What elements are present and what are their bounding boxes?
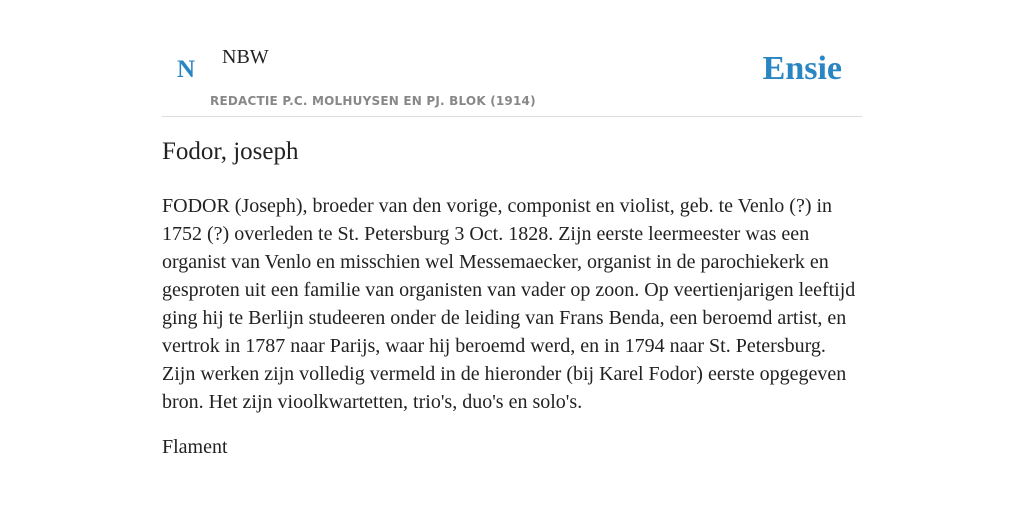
entry-author: Flament — [162, 436, 228, 458]
page-container — [162, 0, 862, 458]
source-editors: REDACTIE P.C. MOLHUYSEN EN PJ. BLOK (1914) — [210, 94, 536, 108]
source-logo[interactable]: N — [177, 56, 196, 83]
entry-body: FODOR (Joseph), broeder van den vorige, componist en violist, geb. te Venlo (?) in 1752 (?) overleden te St. Petersburg 3 Oct. 1828. Zijn eerste leermeester was een organist van Venlo en misschien wel Messemaecker, organist in de parochiekerk en gesproten uit een familie van organisten van vader op zoon. Op veertienjarigen leeftijd ging hij te Berlijn studeeren onder de leiding van Frans Benda, een beroemd artist, en vertrok in 1787 naar Parijs, waar hij beroemd werd, en in 1794 naar St. Petersburg. Zijn werken zijn volledig vermeld in de hieronder (bij Karel Fodor) eerste opgegeven bron. Het zijn vioolkwartetten, trio's, duo's en solo's. — [162, 195, 856, 413]
brand-logo-link[interactable]: Ensie — [762, 50, 842, 87]
source-name[interactable]: NBW — [222, 46, 269, 68]
entry-title: Fodor, joseph — [162, 138, 299, 165]
source-header — [162, 0, 862, 117]
